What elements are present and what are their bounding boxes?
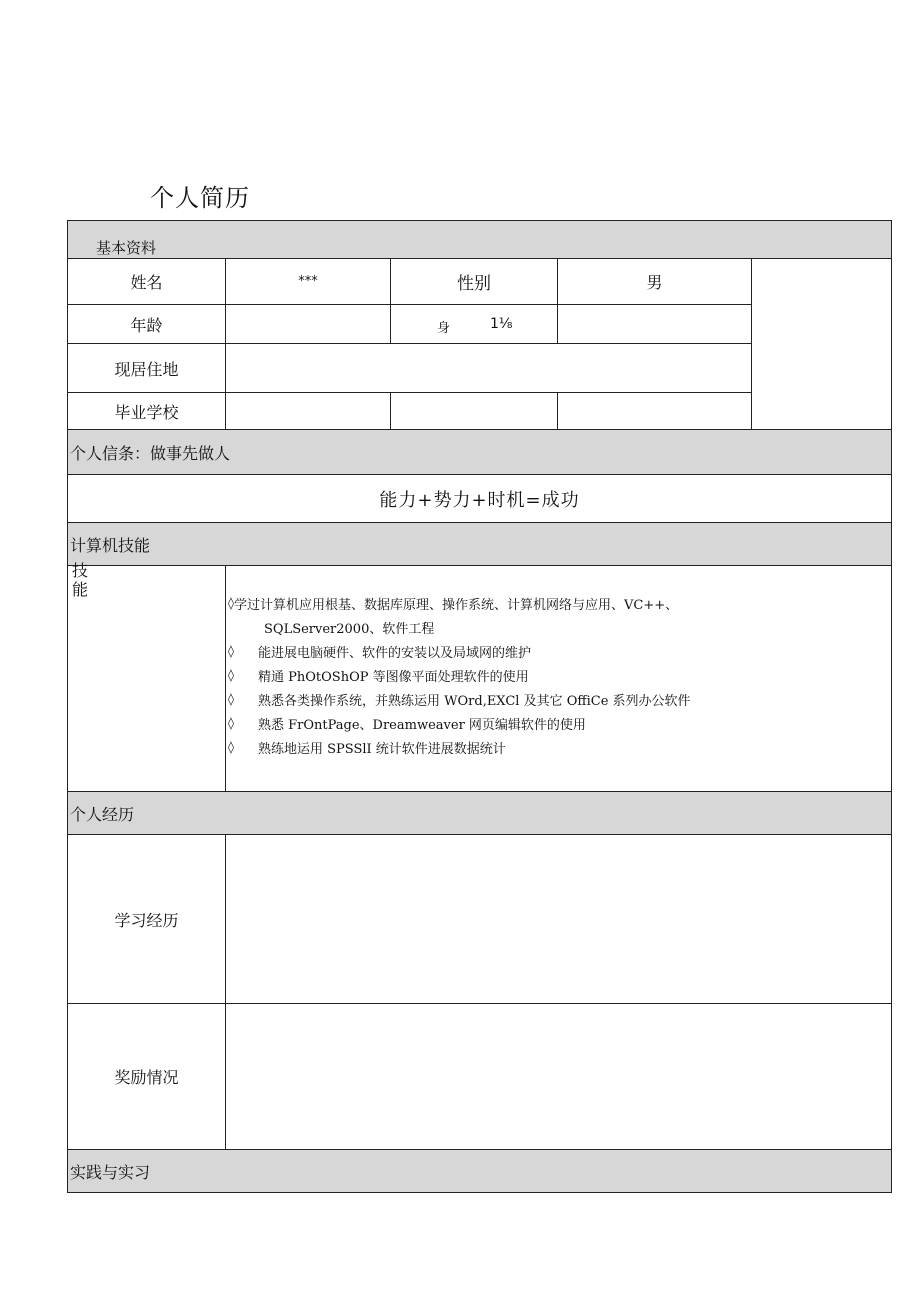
school-label: 毕业学校 xyxy=(114,402,179,422)
name-label: 姓名 xyxy=(130,273,163,292)
skill-text: SQLServer2000、软件工程 xyxy=(264,621,435,637)
photo-cell xyxy=(752,259,891,429)
skill-text: 学过计算机应用根基、数据库原理、操作系统、计算机网络与应用、VC++、 xyxy=(234,597,679,613)
school-extra-1[interactable] xyxy=(391,393,557,429)
skill-text: 精通 PhOtOShOP 等图像平面处理软件的使用 xyxy=(258,669,529,685)
height-label: 身 xyxy=(437,320,451,336)
basic-info-band xyxy=(68,220,891,258)
awards-value[interactable] xyxy=(234,1004,884,1149)
skill-item xyxy=(228,737,506,757)
rule xyxy=(225,834,226,1150)
rule xyxy=(225,565,226,792)
diamond-bullet-icon: ◊ xyxy=(228,644,234,658)
skills-band xyxy=(68,523,891,565)
diamond-bullet-icon: ◊ xyxy=(228,692,234,706)
diamond-bullet-icon: ◊ xyxy=(228,596,234,610)
practice-header: 实践与实习 xyxy=(70,1162,151,1182)
awards-label: 奖励情况 xyxy=(114,1068,179,1087)
skills-header: 计算机技能 xyxy=(70,535,151,555)
skill-item xyxy=(228,641,531,661)
rule xyxy=(68,220,892,221)
height-extra-cell xyxy=(558,305,751,343)
age-label: 年龄 xyxy=(130,315,163,335)
diamond-bullet-icon: ◊ xyxy=(228,740,234,754)
basic-info-header: 基本资料 xyxy=(96,238,157,257)
skill-item xyxy=(228,665,529,685)
experience-header: 个人经历 xyxy=(70,804,135,824)
skill-item xyxy=(228,713,586,733)
height-value[interactable]: 1⅛ xyxy=(490,316,513,332)
skill-item xyxy=(264,617,434,637)
rule xyxy=(68,565,892,566)
study-label: 学习经历 xyxy=(114,910,179,930)
skill-text: 能进展电脑硬件、软件的安装以及局域网的维护 xyxy=(258,645,532,661)
skill-text: 熟练地运用 SPSSlI 统计软件进展数据统计 xyxy=(258,741,506,757)
rule xyxy=(891,220,892,1193)
skill-item xyxy=(228,593,678,613)
rule xyxy=(68,791,892,792)
skill-text: 熟悉各类操作系统，并熟练运用 WOrd,EXCl 及其它 OffiCe 系列办公软件 xyxy=(258,693,691,709)
school-value[interactable] xyxy=(226,393,390,429)
study-value[interactable] xyxy=(234,835,884,1003)
gender-value[interactable]: 男 xyxy=(646,273,663,292)
practice-band xyxy=(68,1150,891,1192)
experience-band xyxy=(68,792,891,834)
rule xyxy=(68,522,892,523)
age-value[interactable] xyxy=(226,305,390,343)
skill-item xyxy=(228,689,691,709)
motto-header: 个人信条：做事先做人 xyxy=(70,443,231,463)
gender-label: 性别 xyxy=(457,274,491,294)
motto-text: 能力+势力+时机=成功 xyxy=(379,489,580,511)
address-label: 现居住地 xyxy=(114,359,179,379)
skill-text: 熟悉 FrOntPage、Dreamweaver 网页编辑软件的使用 xyxy=(258,717,586,733)
name-value[interactable]: *** xyxy=(298,274,318,289)
school-extra-2[interactable] xyxy=(558,393,751,429)
rule xyxy=(68,1149,892,1150)
page-title: 个人简历 xyxy=(150,184,250,212)
diamond-bullet-icon: ◊ xyxy=(228,668,234,682)
rule xyxy=(68,1192,892,1193)
diamond-bullet-icon: ◊ xyxy=(228,716,234,730)
skills-side-label: 技 xyxy=(72,560,89,580)
skills-side-label: 能 xyxy=(72,579,89,599)
address-value[interactable] xyxy=(234,344,744,392)
